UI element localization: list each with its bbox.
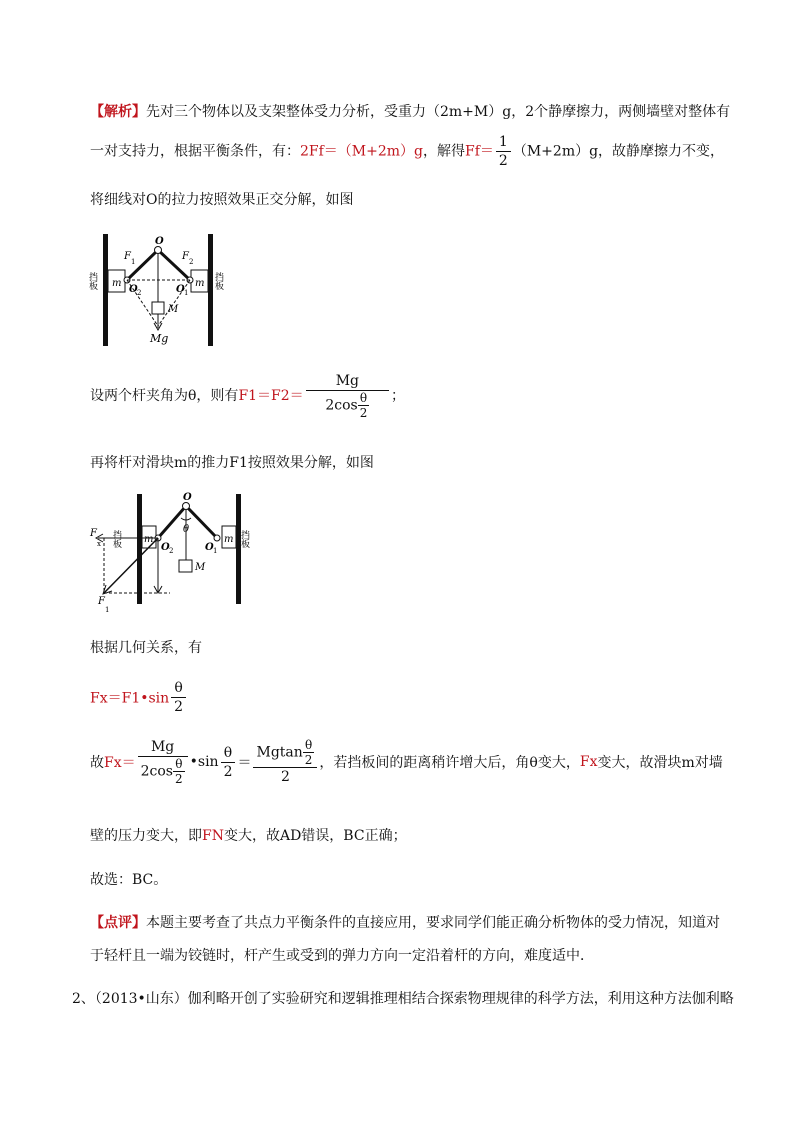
right-wall (236, 494, 241, 604)
svg-text:O: O (155, 236, 164, 247)
next-question: 2、（2013•山东）伽利略开创了实验研究和逻辑推理相结合探索物理规律的科学方法，利用这种方法伽利略 (72, 991, 734, 1007)
svg-text:O: O (161, 542, 170, 553)
svg-text:2: 2 (189, 258, 194, 266)
baffle-right-label: 挡板 (239, 530, 249, 548)
baffle-right-label: 挡板 (213, 272, 223, 290)
comment-tag: 【点评】 (90, 915, 146, 931)
svg-text:m: m (224, 534, 234, 545)
svg-text:O: O (129, 284, 138, 295)
svg-text:O: O (205, 542, 214, 553)
svg-text:M: M (168, 304, 179, 315)
friction-equation: 2Ff＝（M+2m）g (300, 143, 424, 160)
baffle-left-label: 挡板 (111, 530, 121, 548)
svg-text:Mg: Mg (150, 332, 169, 345)
analysis-line-1: 【解析】先对三个物体以及支架整体受力分析，受重力（2m+M）g，2个静摩擦力，两侧墙壁对整体有 (90, 104, 731, 120)
pivot-O (155, 247, 162, 254)
equation-3: 故Fx＝ Mg 2cos $\frac{\theta}{2}$ •sin $\frac{\theta}{2}$ ＝ Mgtan $\frac{\theta}{2}$ 2 ，若挡板间的距离稍许增大后，角θ变大，Fx变大，故滑块m对墙 (90, 738, 723, 786)
eq1-fraction: Mg 2cos $\frac{\theta}{2}$ (306, 372, 389, 420)
svg-text:1: 1 (213, 547, 218, 555)
answer: 故选：BC。 (90, 872, 168, 888)
svg-text:F: F (182, 251, 189, 262)
comment-line-2: 于轻杆且一端为铰链时，杆产生或受到的弹力方向一定沿着杆的方向，难度适中． (90, 948, 594, 964)
analysis-line-3: 将细线对O的拉力按照效果正交分解，如图 (90, 192, 354, 208)
line-5: 根据几何关系，有 (90, 640, 202, 656)
analysis-tag: 【解析】 (90, 104, 146, 120)
svg-text:F: F (90, 528, 97, 539)
svg-text:1: 1 (131, 258, 136, 266)
svg-text:m: m (195, 278, 205, 289)
svg-text:1: 1 (184, 289, 189, 297)
svg-text:θ: θ (183, 524, 190, 535)
equation-1: 设两个杆夹角为θ，则有F1＝F2＝ Mg 2cos $\frac{\theta}{2}$ ； (90, 373, 405, 420)
half-fraction: $\frac{1}{2}$ (496, 133, 511, 170)
svg-text:O: O (183, 492, 192, 503)
force-diagram-1 (87, 232, 240, 350)
left-wall (103, 234, 108, 346)
svg-text:F: F (124, 251, 131, 262)
analysis-line-2: 一对支持力，根据平衡条件，有：2Ff＝（M+2m）g，解得Ff＝ $\frac{1}{2}$ （M+2m）g，故静摩擦力不变， (90, 134, 725, 169)
svg-text:1: 1 (105, 606, 110, 614)
svg-text:2: 2 (137, 289, 142, 297)
force-diagram-2 (90, 492, 255, 614)
svg-text:O: O (176, 284, 185, 295)
baffle-left-label: 挡板 (87, 272, 97, 290)
svg-text:2: 2 (169, 547, 174, 555)
svg-text:M: M (195, 562, 206, 573)
svg-text:F: F (98, 596, 105, 607)
svg-text:m: m (144, 534, 154, 545)
left-wall (137, 494, 142, 604)
line-4: 再将杆对滑块m的推力F1按照效果分解，如图 (90, 455, 374, 471)
svg-text:x: x (97, 540, 101, 548)
comment-line-1: 【点评】本题主要考查了共点力平衡条件的直接应用，要求同学们能正确分析物体的受力情况，知道对 (90, 915, 720, 931)
line-6: 壁的压力变大，即FN变大，故AD错误，BC正确； (90, 828, 407, 844)
hanging-mass (152, 302, 164, 314)
svg-text:m: m (112, 278, 122, 289)
equation-2: Fx＝F1•sin $\frac{\theta}{2}$ (90, 679, 188, 716)
right-wall (208, 234, 213, 346)
